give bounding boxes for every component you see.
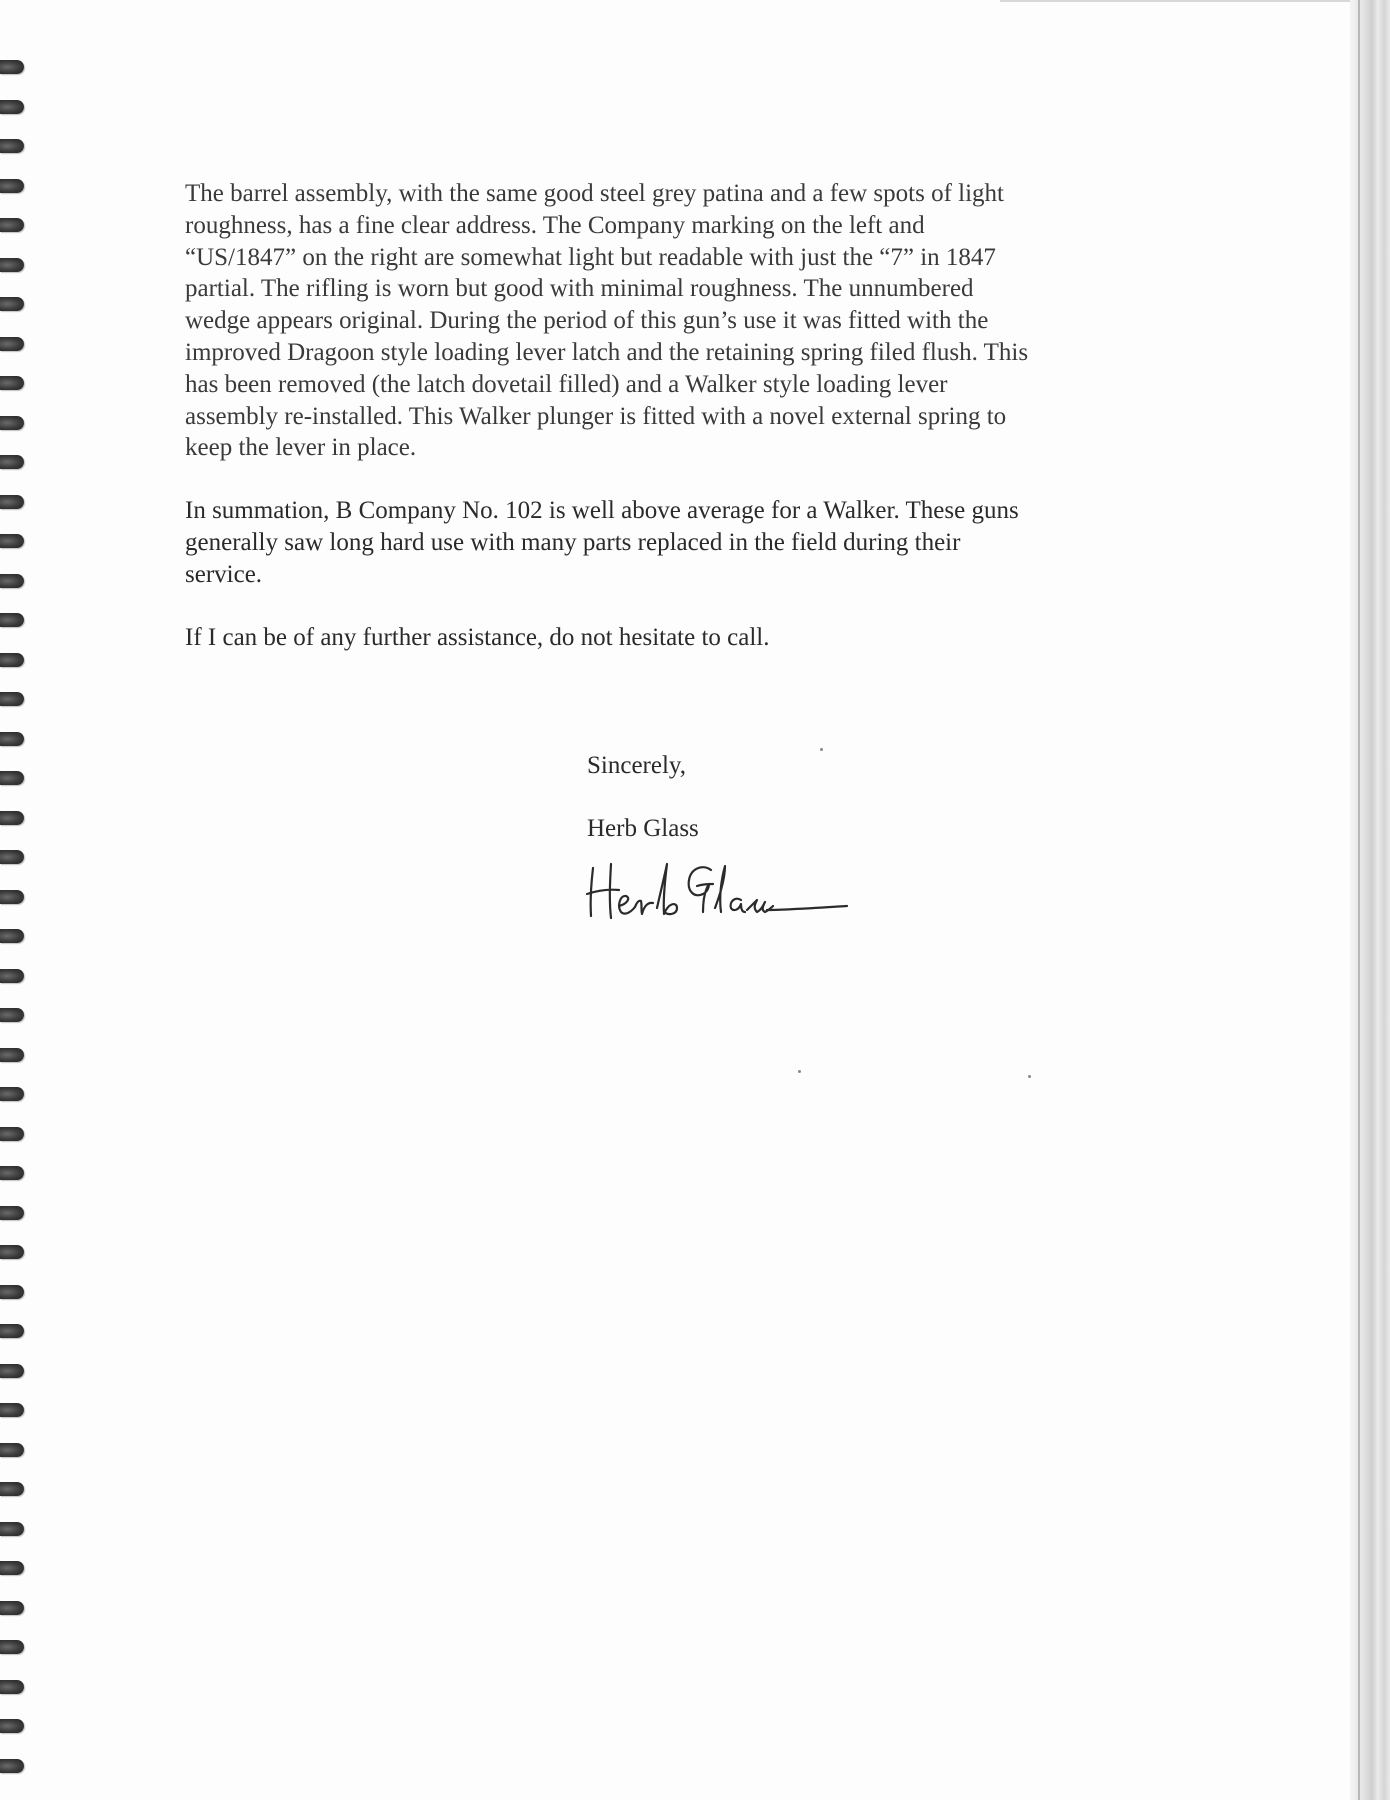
text-line: keep the lever in place. [185,434,417,462]
binding-hole [0,1403,24,1417]
signer-name: Herb Glass [587,815,699,842]
paragraph-assistance [185,622,1175,654]
binding-hole [0,811,24,825]
text-line: has been removed (the latch dovetail filled) and a Walker style loading lever [185,370,948,398]
paragraph-barrel-assembly [185,178,1175,464]
text-line: roughness, has a fine clear address. The Company marking on the left and [185,211,925,239]
binding-hole [0,929,24,943]
binding-hole [0,1680,24,1694]
text-line: improved Dragoon style loading lever latch and the retaining spring filed flush. This [185,338,1029,366]
page-stack-edge [1350,0,1390,1800]
binding-hole [0,1759,24,1773]
binding-hole [0,218,24,232]
binding-hole [0,1601,24,1615]
binding-hole [0,1285,24,1299]
text-line: partial. The rifling is worn but good with minimal roughness. The unnumbered [185,275,974,303]
text-line: “US/1847” on the right are somewhat light but readable with just the “7” in 1847 [185,243,996,271]
binding-hole [0,297,24,311]
binding-hole [0,850,24,864]
binding-hole [0,1719,24,1733]
binding-hole [0,732,24,746]
binding-hole [0,337,24,351]
binding-hole [0,534,24,548]
text-line: If I can be of any further assistance, do not hesitate to call. [185,623,770,651]
paper-speck [798,1070,801,1073]
binding-hole [0,771,24,785]
spiral-binding [0,60,30,1780]
binding-hole [0,1482,24,1496]
page-top-edge [1000,0,1350,2]
binding-hole [0,495,24,509]
binding-hole [0,574,24,588]
handwritten-signature [585,850,885,930]
binding-hole [0,969,24,983]
binding-hole [0,1166,24,1180]
binding-hole [0,416,24,430]
binding-hole [0,179,24,193]
binding-hole [0,1522,24,1536]
binding-hole [0,1640,24,1654]
binding-hole [0,376,24,390]
binding-hole [0,1324,24,1338]
page-edge-line [1358,0,1360,1800]
binding-hole [0,1008,24,1022]
binding-hole [0,100,24,114]
binding-hole [0,1048,24,1062]
binding-hole [0,653,24,667]
text-line: generally saw long hard use with many parts replaced in the field during their [185,528,961,556]
binding-hole [0,455,24,469]
paragraph-summation [185,495,1175,590]
closing-salutation: Sincerely, [587,752,687,779]
text-line: wedge appears original. During the period of this gun’s use it was fitted with the [185,307,989,335]
binding-hole [0,258,24,272]
binding-hole [0,1127,24,1141]
binding-hole [0,1443,24,1457]
binding-hole [0,613,24,627]
paper-speck [820,748,823,751]
binding-hole [0,1206,24,1220]
letter-body [185,178,1175,684]
text-line: In summation, B Company No. 102 is well above average for a Walker. These guns [185,497,1019,525]
binding-hole [0,692,24,706]
text-line: service. [185,560,263,588]
text-line: assembly re-installed. This Walker plunger is fitted with a novel external spring to [185,402,1007,430]
binding-hole [0,1561,24,1575]
text-line: The barrel assembly, with the same good steel grey patina and a few spots of light [185,180,1004,207]
binding-hole [0,1245,24,1259]
binding-hole [0,890,24,904]
binding-hole [0,60,24,74]
paper-speck [1028,1075,1031,1078]
binding-hole [0,1087,24,1101]
binding-hole [0,1364,24,1378]
binding-hole [0,139,24,153]
